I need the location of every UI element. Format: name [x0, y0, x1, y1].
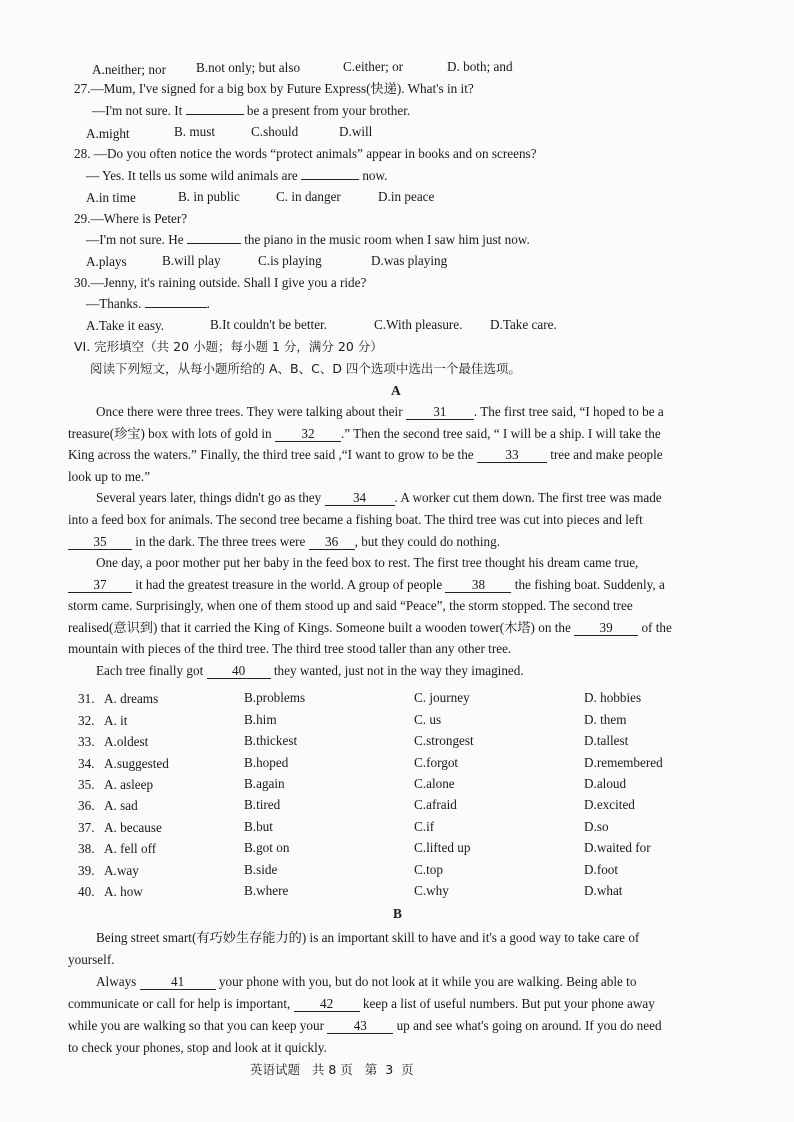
option-b: B.got on [244, 840, 290, 855]
answer-text: — Yes. It tells us some wild animals are [86, 168, 298, 183]
option-b: B.where [244, 883, 289, 898]
option-b: B.him [244, 712, 277, 727]
page-footer [250, 1060, 414, 1078]
option-c: C.if [414, 819, 435, 834]
passage-a-line-6: into a feed box for animals. The second tree became a fishing boat. The third tree was cut into pieces and left [68, 512, 643, 527]
option-c: C.should [251, 124, 299, 139]
passage-b-line-4 [68, 996, 655, 1012]
passage-text: up and see what's going on around. If you do need [396, 1018, 662, 1033]
question-27: 27.—Mum, I've signed for a big box by Future Express(快递). What's in it? [74, 81, 474, 96]
section-instruction: 阅读下列短文，从每小题所给的 A、B、C、D 四个选项中选出一个最佳选项。 [90, 361, 521, 376]
option-b: B.problems [244, 690, 306, 705]
option-c: C.top [414, 862, 443, 877]
passage-a-line-8: One day, a poor mother put her baby in the feed box to rest. The first tree thought his dream came true, [96, 555, 639, 570]
section-title: VI. 完形填空（共 20 小题；每小题 1 分，满分 20 分） [74, 339, 383, 354]
question-28: 28. —Do you often notice the words “protect animals” appear in books and on screens? [74, 146, 537, 161]
passage-a-line-2 [68, 426, 661, 442]
answer-text: —I'm not sure. It [92, 103, 183, 118]
option-a: A.way [104, 863, 139, 878]
option-a: A.oldest [104, 734, 149, 749]
passage-text: keep a list of useful numbers. But put your phone away [362, 996, 655, 1011]
option-d: D.so [584, 819, 609, 834]
blank-35: 35 [68, 535, 132, 550]
footer-subject: 英语试题 [250, 1062, 301, 1077]
answer-text: be a present from your brother. [246, 103, 411, 118]
option-d: D.tallest [584, 733, 629, 748]
answer-text: . [206, 296, 210, 311]
passage-a-line-1 [96, 404, 664, 420]
option-b: B. must [174, 124, 216, 139]
option-row-number: 31. [78, 691, 95, 706]
option-row-number: 37. [78, 820, 95, 835]
option-row-number: 32. [78, 713, 95, 728]
option-c: C.is playing [258, 253, 322, 268]
option-c: C.lifted up [414, 840, 471, 855]
footer-page-suffix: 页 [401, 1062, 414, 1077]
option-row-number: 36. [78, 798, 95, 813]
passage-b-line-1: Being street smart(有巧妙生存能力的) is an important skill to have and it's a good way to take care of [96, 930, 640, 945]
blank-40: 40 [207, 664, 271, 679]
passage-text: realised(意识到) that it carried the King of Kings. Someone built a wooden tower(木塔) on the [68, 620, 571, 635]
passage-b-line-6: to check your phones, stop and look at it quickly. [68, 1040, 327, 1055]
option-b: B.thickest [244, 733, 298, 748]
passage-b-line-2: yourself. [68, 952, 115, 967]
option-d: D. hobbies [584, 690, 642, 705]
option-b: B.again [244, 776, 285, 791]
answer-blank [186, 114, 244, 115]
option-a: A. because [104, 820, 162, 835]
option-c: C.why [414, 883, 449, 898]
passage-text: Always [96, 974, 137, 989]
option-b: B.but [244, 819, 273, 834]
answer-blank [145, 307, 207, 308]
option-d: D.excited [584, 797, 635, 812]
passage-b-line-3 [96, 974, 636, 990]
option-c: C.afraid [414, 797, 457, 812]
passage-text: Several years later, things didn't go as they [96, 490, 322, 505]
passage-text: . A worker cut them down. The first tree was made [394, 490, 662, 505]
answer-text: now. [362, 168, 388, 183]
option-c: C.strongest [414, 733, 474, 748]
passage-heading-a: A [391, 383, 401, 398]
passage-a-line-4: look up to me.” [68, 469, 151, 484]
option-b: B. in public [178, 189, 240, 204]
passage-a-line-5 [96, 490, 662, 506]
option-row-number: 35. [78, 777, 95, 792]
answer-blank [187, 243, 241, 244]
passage-b-line-5 [68, 1018, 662, 1034]
passage-text: . The first tree said, “I hoped to be a [473, 404, 664, 419]
answer-text: —I'm not sure. He [86, 232, 184, 247]
option-a: A. fell off [104, 841, 157, 856]
option-a: A. asleep [104, 777, 154, 792]
option-d: D.Take care. [490, 317, 557, 332]
footer-page-prefix: 第 [364, 1062, 378, 1077]
option-d: D.foot [584, 862, 619, 877]
passage-text: Each tree finally got [96, 663, 204, 678]
answer-text: the piano in the music room when I saw him just now. [244, 232, 530, 247]
option-b: B.will play [162, 253, 221, 268]
question-28-answer-line [86, 168, 387, 184]
option-b: B.It couldn't be better. [210, 317, 328, 332]
answer-text: —Thanks. [86, 296, 142, 311]
option-d: D. both; and [447, 59, 513, 74]
blank-31: 31 [406, 405, 474, 420]
option-a: A.neither; nor [92, 62, 166, 77]
answer-blank [301, 179, 359, 180]
blank-42: 42 [294, 997, 360, 1012]
passage-a-line-9 [68, 577, 665, 593]
option-d: D.remembered [584, 755, 663, 770]
footer-total: 共 8 页 [311, 1062, 353, 1077]
option-b: B.side [244, 862, 278, 877]
blank-37: 37 [68, 578, 132, 593]
passage-text: King across the waters.” Finally, the third tree said ,“I want to grow to be the [68, 447, 474, 462]
option-row-number: 34. [78, 756, 95, 771]
question-30-answer-line [86, 296, 210, 312]
passage-text: of the [641, 620, 672, 635]
passage-text: treasure(珍宝) box with lots of gold in [68, 426, 272, 441]
passage-text: they wanted, just not in the way they imagined. [273, 663, 524, 678]
question-27-answer-line [92, 103, 410, 119]
blank-43: 43 [327, 1019, 393, 1034]
option-b: B.tired [244, 797, 281, 812]
option-a: A. sad [104, 798, 138, 813]
passage-text: your phone with you, but do not look at it while you are walking. Being able to [218, 974, 637, 989]
blank-33: 33 [477, 448, 547, 463]
option-a: A.Take it easy. [86, 318, 165, 333]
blank-38: 38 [445, 578, 511, 593]
blank-34: 34 [325, 491, 395, 506]
passage-text: .” Then the second tree said, “ I will be a ship. I will take the [340, 426, 661, 441]
option-c: C.alone [414, 776, 455, 791]
footer-page-number: 3 [385, 1062, 394, 1077]
option-c: C.either; or [343, 59, 404, 74]
passage-text: while you are walking so that you can keep your [68, 1018, 324, 1033]
option-d: D.waited for [584, 840, 651, 855]
question-29-answer-line [86, 232, 530, 248]
blank-32: 32 [275, 427, 341, 442]
option-c: C.With pleasure. [374, 317, 463, 332]
passage-heading-b: B [393, 906, 403, 921]
option-row-number: 40. [78, 884, 95, 899]
option-a: A.might [86, 126, 130, 141]
blank-39: 39 [574, 621, 638, 636]
option-d: D.in peace [378, 189, 435, 204]
option-a: A. dreams [104, 691, 159, 706]
option-d: D.was playing [371, 253, 448, 268]
option-row-number: 33. [78, 734, 95, 749]
option-a: A.in time [86, 190, 136, 205]
option-b: B.hoped [244, 755, 289, 770]
passage-a-line-10: storm came. Surprisingly, when one of them stood up and said “Peace”, the storm stopped. The second tree [68, 598, 633, 613]
passage-a-line-7 [68, 534, 500, 550]
blank-41: 41 [140, 975, 216, 990]
question-29: 29.—Where is Peter? [74, 211, 188, 226]
passage-text: Once there were three trees. They were talking about their [96, 404, 403, 419]
blank-36: 36 [309, 535, 355, 550]
option-c: C. us [414, 712, 442, 727]
option-c: C.forgot [414, 755, 459, 770]
passage-text: in the dark. The three trees were [135, 534, 306, 549]
option-row-number: 39. [78, 863, 95, 878]
option-d: D.what [584, 883, 623, 898]
option-c: C. journey [414, 690, 470, 705]
passage-a-line-3 [68, 447, 663, 463]
passage-text: , but they could do nothing. [354, 534, 501, 549]
passage-text: the fishing boat. Suddenly, a [514, 577, 665, 592]
option-d: D.will [339, 124, 373, 139]
option-a: A. how [104, 884, 143, 899]
option-a: A. it [104, 713, 128, 728]
passage-a-line-11 [68, 620, 672, 636]
option-c: C. in danger [276, 189, 341, 204]
question-30: 30.—Jenny, it's raining outside. Shall I give you a ride? [74, 275, 367, 290]
passage-text: communicate or call for help is important, [68, 996, 291, 1011]
option-a: A.suggested [104, 756, 169, 771]
passage-text: tree and make people [550, 447, 663, 462]
passage-a-line-13 [96, 663, 524, 679]
passage-text: it had the greatest treasure in the world. A group of people [135, 577, 443, 592]
option-row-number: 38. [78, 841, 95, 856]
option-a: A.plays [86, 254, 127, 269]
option-d: D.aloud [584, 776, 627, 791]
option-d: D. them [584, 712, 627, 727]
option-b: B.not only; but also [196, 60, 301, 75]
passage-a-line-12: mountain with pieces of the third tree. The third tree stood taller than any other tree. [68, 641, 512, 656]
